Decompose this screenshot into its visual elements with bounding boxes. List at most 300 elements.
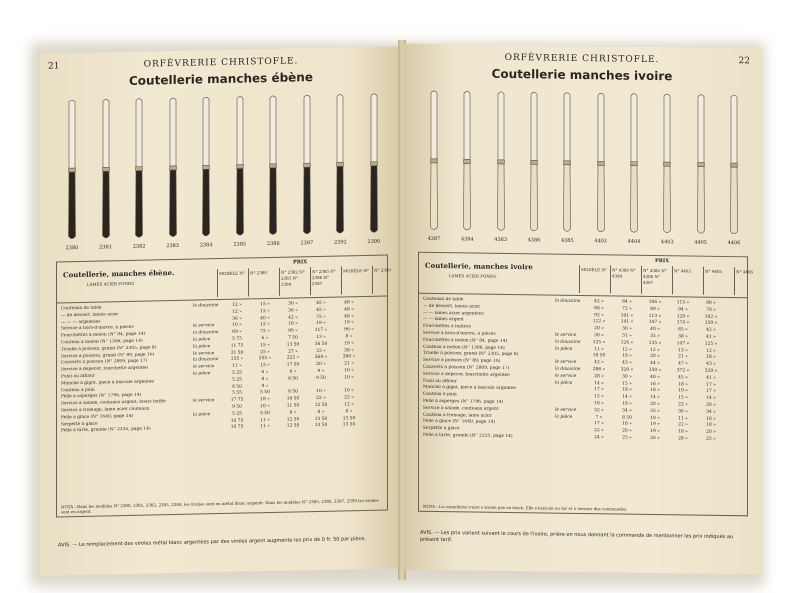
- price-cell: 101 »: [620, 313, 634, 319]
- price-cell: 22 »: [678, 422, 688, 428]
- price-cell: 12 »: [232, 302, 242, 308]
- knife-figure: [330, 92, 350, 245]
- knife-number: 4384: [460, 236, 474, 243]
- price-cell: 31 »: [622, 333, 632, 339]
- price-cell: 150 »: [704, 321, 718, 327]
- price-cell: 12 »: [232, 309, 242, 315]
- price-cell: 6 »: [261, 369, 269, 376]
- price-cell: 34 »: [622, 408, 632, 414]
- price-cell: 44 »: [650, 361, 660, 367]
- row-label: Service à salade, couteaux argent, bouts buffle: [61, 399, 166, 407]
- price-cell: 18 »: [706, 423, 716, 429]
- price-cell: 155 »: [230, 356, 244, 363]
- knife-figure: [591, 91, 611, 244]
- price-cell: 174 »: [676, 320, 690, 326]
- price-cell: 106 »: [648, 299, 662, 306]
- row-label: — de dessert, lames acier: [423, 303, 481, 310]
- price-cell: 126 »: [620, 340, 634, 346]
- knife-figure: [196, 95, 216, 248]
- row-label: Couverts à poisson (N° 2809, page 17): [423, 364, 510, 371]
- knife-figure: [129, 97, 149, 250]
- price-cell: 96 »: [344, 327, 354, 333]
- price-cell: 7 »: [595, 414, 603, 420]
- price-cell: 10 »: [706, 416, 716, 422]
- knife-number: 2384: [199, 242, 213, 249]
- row-label: Couteau à melon (N° 1306, page 14): [423, 344, 505, 351]
- price-cell: 8 50: [288, 376, 298, 382]
- price-cell: 113 »: [676, 300, 690, 306]
- price-cell: 65 »: [678, 327, 688, 333]
- price-cell: 12 50: [314, 402, 328, 409]
- row-unit: [555, 435, 585, 442]
- row-unit: la douzaine: [555, 339, 581, 345]
- page-number: 21: [48, 61, 60, 72]
- price-cell: 141 »: [620, 319, 634, 326]
- price-cell: 113 »: [648, 313, 662, 319]
- price-cell: 32 »: [594, 407, 604, 414]
- row-unit: le douzaine: [193, 303, 219, 309]
- price-cell: 5 50: [260, 390, 270, 396]
- row-label: Service à dépecer, fourchette argentée: [423, 371, 510, 378]
- knife-illustrations: [424, 82, 744, 246]
- page-number: 22: [738, 56, 750, 67]
- knife-figure: [424, 89, 444, 242]
- price-cell: 25 »: [706, 436, 716, 442]
- price-cell: 13 50: [342, 415, 356, 422]
- row-label: Manche à gigot, pièce à bascule argentée: [61, 379, 155, 387]
- row-label: Pelle à asperges (N° 1796, page 14): [61, 393, 142, 400]
- knife-number: 2382: [132, 243, 146, 250]
- price-cell: 12 »: [650, 347, 660, 353]
- row-unit: la douzaine: [193, 357, 219, 363]
- row-label: Pelle à tarte, grande (N° 2335, page 14): [61, 426, 151, 434]
- price-cell: 14 »: [706, 395, 716, 402]
- row-unit: la douzaine: [193, 330, 219, 336]
- row-label: — — — argentées: [61, 319, 101, 325]
- price-cell: 36 »: [232, 316, 242, 322]
- row-unit: la pièce: [555, 380, 573, 386]
- price-cell: 330 »: [648, 367, 662, 374]
- price-cell: 18 »: [260, 397, 270, 403]
- row-unit: la douzaine: [555, 298, 581, 304]
- price-cell: 10 »: [260, 403, 270, 410]
- row-unit: le service: [555, 407, 577, 413]
- price-cell: 8 50: [288, 389, 298, 395]
- column-header: N° 4405: [703, 267, 734, 295]
- price-cell: 5 25: [232, 370, 242, 376]
- price-cell: 41 »: [706, 375, 716, 381]
- price-cell: 147 »: [648, 320, 662, 326]
- row-unit: le service: [555, 373, 577, 379]
- price-cell: 372 »: [676, 368, 690, 374]
- price-cell: 18 »: [678, 429, 688, 435]
- row-label: Serpette à glace: [423, 425, 460, 432]
- price-cell: 72 »: [260, 329, 270, 335]
- price-cell: 20 »: [594, 326, 604, 332]
- price-cell: 90 »: [288, 328, 298, 334]
- price-cell: 69 »: [232, 329, 242, 335]
- price-cell: 14 »: [622, 394, 632, 400]
- price-cell: 117 »: [314, 327, 328, 334]
- price-cell: 18 »: [594, 401, 604, 407]
- price-cell: 19 »: [316, 321, 326, 327]
- price-cell: 36 »: [288, 308, 298, 314]
- price-cell: 8 »: [261, 376, 269, 382]
- price-cell: 122 »: [592, 319, 606, 325]
- row-label: Couteau à fromage, lame acier: [423, 412, 492, 419]
- knife-number: 2380: [65, 244, 79, 252]
- price-cell: 14 »: [594, 380, 604, 386]
- row-label: Fourchettes à huîtres: [423, 323, 471, 330]
- price-cell: 34 »: [706, 409, 716, 415]
- price-cell: 42 »: [288, 314, 298, 321]
- price-cell: 5 50: [260, 410, 270, 416]
- knife-illustrations: [62, 85, 384, 252]
- knife-figure: [62, 98, 82, 251]
- page-title: Coutellerie manches ébène: [129, 70, 313, 88]
- row-unit: le service: [193, 398, 215, 404]
- row-label: Service à poisson (N° 89, page 16): [423, 357, 501, 365]
- row-label: Fusil ou affiloir: [61, 373, 95, 380]
- price-cell: 24 »: [594, 435, 604, 441]
- price-cell: 9 »: [317, 368, 325, 374]
- price-cell: 30 »: [622, 374, 632, 380]
- knife-number: 4383: [494, 236, 508, 243]
- price-cell: 43 »: [706, 361, 716, 368]
- table-rows: [423, 297, 743, 444]
- row-label: Fusil ou affiloir: [423, 378, 457, 384]
- price-cell: 25 »: [622, 435, 632, 441]
- price-cell: 10 75: [230, 418, 244, 424]
- price-cell: 125 »: [592, 339, 606, 346]
- price-cell: 25 »: [260, 349, 270, 355]
- knife-number: 4387: [427, 235, 441, 243]
- row-label: — de dessert, lames acier: [61, 311, 119, 319]
- knife-number: 4403: [660, 239, 674, 246]
- price-table: [418, 252, 753, 517]
- row-label: Serpette à glace: [61, 421, 98, 427]
- knife-figure: [457, 89, 477, 242]
- row-unit: la pièce: [193, 371, 211, 377]
- knife-number: 4404: [627, 238, 641, 245]
- price-cell: 75 »: [316, 314, 326, 320]
- price-cell: 18 50: [592, 353, 606, 359]
- price-cell: 11 »: [260, 417, 270, 423]
- price-cell: 8 50: [232, 384, 242, 390]
- price-cell: 13 50: [286, 342, 300, 348]
- row-label: Service à poisson, grand (N° 89, page 16): [61, 351, 155, 359]
- row-unit: [193, 425, 223, 432]
- price-cell: 13 50: [314, 416, 328, 422]
- price-cell: 17 »: [706, 389, 716, 395]
- price-cell: 8 50: [622, 415, 632, 421]
- knife-number: 4405: [694, 239, 707, 246]
- column-header: N° 2390: [372, 265, 403, 294]
- price-cell: 13 »: [260, 363, 270, 369]
- price-cell: 15 »: [260, 342, 270, 348]
- price-cell: 28 »: [678, 436, 688, 442]
- row-unit: le service: [555, 332, 577, 338]
- price-cell: 35 »: [650, 333, 660, 340]
- price-cell: 47 »: [678, 361, 688, 367]
- price-cell: 78 »: [706, 307, 716, 313]
- price-cell: 19 »: [344, 341, 354, 347]
- price-cell: 5 25: [232, 377, 242, 383]
- price-cell: 10 75: [230, 424, 244, 431]
- knife-number: 2385: [233, 241, 247, 248]
- price-table: [56, 255, 391, 518]
- price-cell: 19 »: [344, 320, 354, 326]
- price-cell: 40 »: [650, 374, 660, 380]
- nota-text: NOTA : La coutellerie ivoire n'existe pas en stock. Elle s'exécute au fur et à mesure des commandes.: [423, 503, 628, 512]
- price-cell: 16 50: [314, 341, 328, 347]
- row-label: Couteau à pain: [423, 391, 457, 398]
- column-header: N° 2380: [248, 268, 279, 297]
- knife-number: 4385: [560, 237, 574, 244]
- knife-number: 2390: [367, 238, 381, 245]
- knife-figure: [163, 96, 183, 249]
- price-cell: 13 »: [316, 334, 326, 341]
- row-unit: la douzaine: [555, 366, 581, 372]
- row-label: Couteaux de table: [61, 305, 102, 312]
- knife-number: 2392: [334, 239, 347, 246]
- price-cell: 11 50: [286, 403, 300, 409]
- row-label: — — lames argent: [423, 317, 464, 323]
- price-cell: 27 »: [288, 348, 298, 355]
- price-cell: 18 »: [650, 388, 660, 394]
- price-cell: 147 »: [676, 341, 690, 347]
- price-cell: 19 »: [622, 401, 632, 407]
- row-label: Service à dépecer, fourchette argentée: [61, 365, 148, 373]
- price-cell: 135 »: [648, 340, 662, 346]
- price-cell: 30 »: [288, 301, 298, 307]
- column-headers: [217, 265, 403, 297]
- price-cell: 45 »: [316, 300, 326, 307]
- price-cell: 22 »: [344, 395, 354, 401]
- price-cell: 92 »: [594, 312, 604, 318]
- price-cell: 8 »: [289, 410, 297, 416]
- price-cell: 22 »: [678, 402, 688, 408]
- price-cell: 89 »: [650, 306, 660, 312]
- price-cell: 13 »: [678, 347, 688, 354]
- price-cell: 264 »: [314, 355, 328, 361]
- price-cell: 18 »: [678, 381, 688, 388]
- price-cell: 42 »: [594, 360, 604, 366]
- price-cell: 120 »: [676, 313, 690, 320]
- price-cell: 10 »: [344, 388, 354, 394]
- price-cell: 30 »: [594, 333, 604, 339]
- knife-figure: [524, 90, 544, 243]
- knife-figure: [624, 92, 644, 245]
- row-unit: la pièce: [193, 344, 211, 350]
- knife-figure: [491, 90, 511, 243]
- price-cell: 15 »: [678, 395, 688, 401]
- table-rows: [61, 300, 383, 436]
- price-cell: 21 50: [230, 350, 244, 356]
- price-cell: 11 »: [232, 363, 242, 369]
- knife-figure: [96, 97, 116, 250]
- knife-figure: [557, 91, 577, 244]
- price-cell: 10 »: [232, 322, 242, 329]
- price-cell: 12 »: [594, 394, 604, 400]
- page-title: Coutellerie manches ivoire: [491, 66, 673, 84]
- knife-figure: [657, 92, 677, 245]
- row-label: Service à hors-d'œuvre, à pièces: [423, 330, 496, 337]
- column-headers: [579, 265, 762, 296]
- price-cell: 6 »: [289, 369, 297, 375]
- price-cell: 10 »: [650, 415, 660, 421]
- price-cell: 102 »: [704, 314, 718, 320]
- price-cell: 260 »: [342, 354, 356, 360]
- row-label: Couverts à poisson (N° 2809, page 17): [61, 358, 148, 366]
- price-cell: 12 »: [622, 347, 632, 353]
- price-cell: 13 50: [314, 423, 328, 429]
- column-header: N° 2385 N° 2386 N° 2387: [310, 266, 341, 295]
- knife-figure: [364, 92, 384, 245]
- price-cell: 286 »: [592, 367, 606, 373]
- row-unit: la pièce: [555, 414, 573, 420]
- knife-number: 4402: [594, 238, 607, 245]
- price-cell: 11 »: [678, 415, 688, 422]
- left-page: [40, 46, 403, 576]
- price-cell: 5 25: [232, 411, 242, 417]
- price-cell: 41 »: [706, 334, 716, 340]
- row-label: Couteau à melon (N° 1306, page 14): [61, 338, 143, 346]
- avis-text: AVIS. — Les prix varient suivant le cours de l'ivoire, prière en nous donnant la commande de mentionner les prix indiqués au présent tarif.: [420, 529, 734, 544]
- table-subtitle: LAMES ACIER FONDU: [449, 273, 497, 279]
- price-cell: 5 75: [232, 336, 242, 342]
- page-header: ORFÈVRERIE CHRISTOFLE.: [504, 52, 660, 66]
- knife-number: 4386: [527, 237, 541, 244]
- price-cell: 94 »: [678, 307, 688, 313]
- row-label: Pelle à asperges (N° 1796, page 14): [423, 398, 504, 405]
- price-cell: 7 50: [288, 335, 298, 341]
- row-label: Manche à gigot, pièce à bascule argentée: [423, 385, 517, 392]
- price-cell: 8 »: [345, 334, 353, 340]
- knife-number: 2386: [266, 240, 280, 248]
- column-header: MODÈLE N°: [341, 266, 372, 295]
- column-header: N° 2382 N° 2383 N° 2384: [279, 267, 310, 296]
- price-cell: 12 »: [260, 308, 270, 314]
- price-cell: 12 50: [286, 416, 300, 423]
- price-cell: 84 »: [622, 299, 632, 305]
- price-cell: 19 50: [286, 396, 300, 402]
- price-cell: 43 »: [622, 360, 632, 366]
- price-cell: 36 »: [678, 409, 688, 415]
- price-cell: 22 »: [316, 395, 326, 402]
- price-cell: 14 »: [650, 395, 660, 401]
- price-cell: 12 50: [286, 423, 300, 429]
- price-cell: 222 »: [286, 355, 300, 362]
- price-cell: 125 »: [704, 341, 718, 347]
- price-cell: 8 »: [345, 409, 353, 415]
- price-cell: 10 »: [316, 389, 326, 395]
- price-cell: 68 »: [594, 305, 604, 312]
- price-cell: 20 »: [706, 402, 716, 408]
- price-cell: 12 »: [706, 348, 716, 354]
- price-cell: 19 »: [650, 422, 660, 428]
- price-cell: 45 »: [316, 307, 326, 313]
- price-cell: 17 »: [594, 421, 604, 427]
- price-cell: 15 »: [260, 301, 270, 308]
- price-cell: 12 »: [260, 322, 270, 328]
- price-cell: 10 »: [344, 374, 354, 381]
- price-cell: 320 »: [704, 368, 718, 374]
- price-cell: 40 »: [260, 315, 270, 321]
- right-page: [402, 43, 762, 574]
- row-label: Service à hors-d'œuvre, à pièces: [61, 325, 134, 332]
- price-cell: 19 »: [650, 429, 660, 435]
- knife-figure: [691, 93, 711, 246]
- row-unit: la pièce: [555, 346, 573, 352]
- price-cell: 20 »: [706, 429, 716, 436]
- prix-label: PRIX: [655, 258, 670, 265]
- price-cell: 21 »: [344, 361, 354, 367]
- knife-figure: [230, 94, 250, 247]
- row-label: Pelle à tarte, grande (N° 2335, page 14): [423, 432, 513, 439]
- row-unit: le service: [193, 323, 215, 329]
- row-unit: la pièce: [193, 411, 211, 418]
- price-cell: 18 »: [622, 387, 632, 394]
- price-cell: 15 »: [622, 381, 632, 387]
- price-cell: 8 »: [317, 409, 325, 415]
- price-cell: 9 50: [316, 375, 326, 381]
- price-cell: 11 75: [230, 343, 244, 349]
- column-header: N° 4403: [672, 266, 703, 294]
- price-cell: 19 »: [622, 353, 632, 360]
- row-label: Service à fromage, lame acier couteaux: [61, 406, 150, 414]
- knife-number: 4406: [727, 240, 741, 247]
- price-cell: 42 »: [594, 299, 604, 305]
- knife-number: 2387: [300, 240, 314, 247]
- price-cell: 20 »: [650, 354, 660, 360]
- row-unit: la pièce: [193, 337, 211, 343]
- price-cell: 6 »: [261, 336, 269, 342]
- row-label: Service à salade, couteaux argent: [423, 405, 499, 412]
- price-cell: 10 »: [344, 368, 354, 374]
- price-cell: 12 »: [344, 402, 354, 408]
- prix-label: PRIX: [293, 259, 308, 266]
- row-label: Truelle à poisson, grand (N° 2305, page 8): [61, 345, 157, 353]
- price-cell: 9 50: [232, 404, 242, 410]
- avis-text: AVIS. — Le remplacement des viroles métal blanc argentées par des viroles argent augmente les prix de 0 fr. 50 par pièce.: [58, 535, 366, 549]
- column-header: N° 4406: [734, 267, 762, 295]
- knife-figure: [297, 93, 317, 246]
- column-header: MODÈLE N°: [579, 265, 610, 293]
- row-label: Couteau à pain: [61, 387, 95, 393]
- price-cell: 11 »: [594, 346, 604, 352]
- page-header: ORFÈVRERIE CHRISTOFLE.: [143, 56, 299, 70]
- price-cell: 48 »: [344, 313, 354, 320]
- knife-figure: [724, 93, 744, 246]
- price-cell: 17 50: [286, 362, 300, 368]
- price-cell: 33 »: [316, 348, 326, 354]
- price-cell: 18 »: [622, 421, 632, 428]
- row-unit: le service: [193, 364, 215, 370]
- knife-number: 2381: [99, 244, 112, 251]
- row-unit: le service: [555, 359, 577, 366]
- column-header: N° 4385 N° 4386 N° 4387: [641, 266, 672, 294]
- price-cell: 20 »: [650, 401, 660, 408]
- price-cell: 26 »: [650, 435, 660, 442]
- row-label: — — lames acier argentées: [423, 310, 484, 317]
- price-cell: 18 »: [288, 321, 298, 327]
- row-label: Pelle à glace (N° 1640, page 14): [423, 419, 496, 426]
- price-cell: 5 55: [232, 390, 242, 397]
- price-cell: 20 »: [622, 428, 632, 434]
- table-subtitle: LAMES ACIER FONDU: [87, 280, 135, 287]
- price-cell: 38 »: [678, 334, 688, 340]
